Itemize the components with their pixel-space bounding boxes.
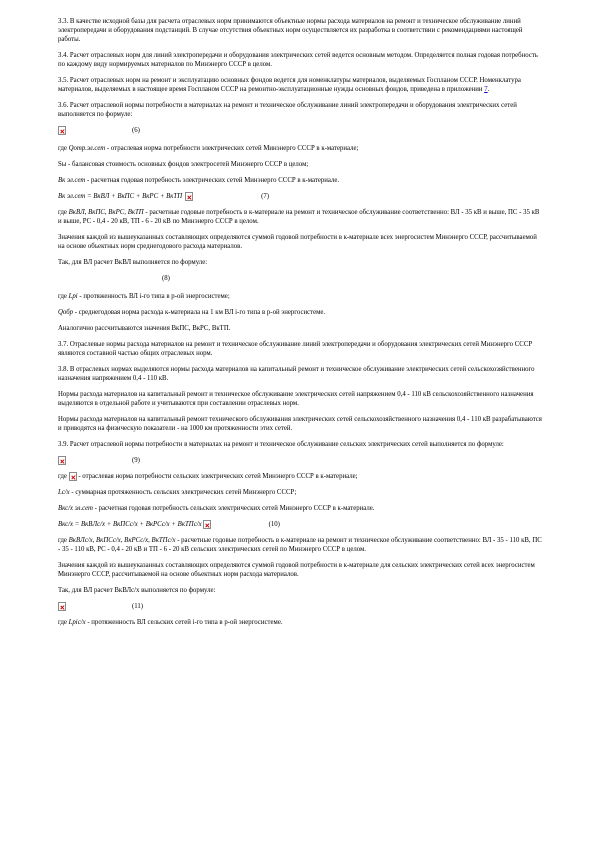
paragraph-3-5-text: 3.5. Расчет отраслевых норм на ремонт и эксплуатацию основных фондов ведется для номенклатуры материалов, выделяемых Госпланом СССР. Номенклатура материалов, выделяемых в настоящее время Госпланом СССР на ремонтно-эксплуатационные нужды основных фондов, приведена в приложении <box>58 77 521 93</box>
term-bkvl: ВкВЛ, ВкПС, ВкРС, ВкТП <box>68 209 144 216</box>
definition-sb-text: - балансовая стоимость основных фондов электросетей Минэнерго СССР в целом; <box>66 161 309 168</box>
paragraph-3-9: 3.9. Расчет отраслевой нормы потребности в материалах на ремонт и техническое обслуживание сельских электрических сетей выполняется по формуле: <box>58 441 504 448</box>
definition-bk <box>58 176 543 185</box>
definition-bkvl <box>58 208 543 226</box>
paragraph-values: Значения каждой из вышеуказанных составляющих определяются суммой годовой потребности в к-материале всех энергосистем Минэнерго СССР, рассчитываемой на основе объектных норм среднегодового расхода материалов. <box>58 234 537 250</box>
formula-6-number: (6) <box>132 127 140 134</box>
term-bk: Вк эл.сет <box>58 177 86 184</box>
paragraph-3-8: 3.8. В отраслевых нормах выделяются нормы расхода материалов на капитальный ремонт и техническое обслуживание электрических сетей сельскохозяйственного назначения напряжением 0,4 - 110 кВ. <box>58 366 535 382</box>
definition-prefix: где <box>58 293 69 300</box>
formula-11 <box>58 600 543 613</box>
definition-qotr: где Qотр.эл.сет - отраслевая норма потребности электрических сетей Минэнерго СССР в к-материале; <box>58 145 359 152</box>
definition-lpi-sx <box>58 618 543 627</box>
paragraph-3-5-tail: . <box>487 86 490 93</box>
term-lpi-sx: Lpiс/х <box>68 619 86 627</box>
definition-prefix: где <box>58 209 69 216</box>
formula-10 <box>58 518 543 531</box>
formula-7-expression: Вк эл.сет = ВкВЛ + ВкПС + ВкРС + ВкТП <box>58 193 183 200</box>
broken-image-icon <box>69 472 77 481</box>
paragraph-3-7: 3.7. Отраслевые нормы расхода материалов на ремонт и техническое обслуживание линий электропередачи и оборудования электрических сетей Минэнерго СССР являются составной частью общих отраслевых норм. <box>58 341 533 357</box>
definition-sb <box>58 160 543 169</box>
formula-10-expression: Вкс/х = ВкВЛс/х + ВкПСс/х + ВкРСс/х + ВкТПс/х <box>58 521 202 529</box>
definition-lpi <box>58 292 543 301</box>
paragraph-values-2: Значения каждой из вышеуказанных составляющих определяются суммой годовой потребности в к-материале для сельских электрических сетей всех энергосистем Минэнерго СССР, рассчитываемой на основе объектных норм расхода материалов. <box>58 562 535 579</box>
paragraph-vl-formula-2: Так, для ВЛ расчет ВкВЛс/х выполняется по формуле: <box>58 587 216 595</box>
definition-lpi-sx-text: - протяженность ВЛ сельских сетей i-го типа в р-ой энергосистеме. <box>85 619 283 627</box>
paragraph-3-4: 3.4. Расчет отраслевых норм для линий электропередачи и оборудования электрических сетей ведется основным методом. Определяется полная годовая потребность по каждому виду нормируемых материалов по Минэнерго СССР в целом. <box>58 52 538 68</box>
broken-image-icon <box>58 602 66 611</box>
paragraph-norms-2: Нормы расхода материалов на капитальный ремонт технического обслуживания электрических сетей сельскохозяйственного назначения 0,4 - 110 кВ разрабатываются и приводятся на физическую показатели - на 1000 км протяженности этих сетей. <box>58 416 542 432</box>
paragraph-analog: Аналогично рассчитываются значения ВкПС, ВкРС, ВкТП. <box>58 325 231 332</box>
paragraph-3-5 <box>58 76 543 94</box>
definition-bkvl-sx-text: - расчетные годовые потребность в к-материале на ремонт и техническое обслуживание соответственно: ВЛ - 35 - 110 кВ, ПС - 35 - 110 кВ, РС - 0,4 - 20 кВ и ТП - 6 - 20 кВ сельских электрических сетей по Минэнерго СССР в целом. <box>58 537 542 554</box>
broken-image-icon <box>185 192 193 201</box>
definition-lpi-text: - протяженность ВЛ i-го типа в р-ой энергосистеме; <box>77 293 230 300</box>
definition-bc-text: - расчетная годовая потребность сельских электрических сетей Минэнерго СССР в к-материале. <box>92 505 375 513</box>
formula-8 <box>58 272 543 285</box>
formula-9-number: (9) <box>132 457 140 464</box>
term-lc: Lc/x <box>58 489 70 497</box>
broken-image-icon <box>203 520 211 529</box>
broken-image-icon <box>58 126 66 135</box>
formula-7-number: (7) <box>261 193 270 200</box>
formula-9 <box>58 454 543 467</box>
formula-11-number: (11) <box>132 603 144 611</box>
term-bkvl-sx: ВкВЛс/х, ВкПСс/х, ВкРСс/х, ВкТПс/х <box>68 537 176 545</box>
formula-6 <box>58 124 543 137</box>
paragraph-vl-formula: Так, для ВЛ расчет ВкВЛ выполняется по формуле: <box>58 259 208 266</box>
paragraph-norms-1: Нормы расхода материалов на капитальный ремонт и техническое обслуживание электрических сетей напряжением 0,4 - 110 кВ сельскохозяйственного назначения выделяются в отдельной работе и учитываются при составлении отраслевых норм. <box>58 391 534 407</box>
definition-lc-text: - суммарная протяженность сельских электрических сетей Минэнерго СССР; <box>69 489 297 497</box>
term-qobr: Qобр <box>58 309 74 316</box>
definition-lc <box>58 488 543 497</box>
term-bc: Вкс/х эл.сет <box>58 505 93 513</box>
broken-image-icon <box>58 456 66 465</box>
paragraph-3-6: 3.6. Расчет отраслевой нормы потребности в материалах на ремонт и техническое обслуживание линий электропередачи и оборудования электрических сетей выполняется по формуле: <box>58 102 517 118</box>
definition-bkvl-sx <box>58 536 543 554</box>
paragraph-3-3: 3.3. В качестве исходной базы для расчета отраслевых норм принимаются объектные нормы расхода материалов на ремонт и техническое обслуживание линий электропередачи и оборудования подстанций. В случае отсутствия объектных норм осуществляется их разработка в соответствии с рекомендациями настоящей работы. <box>58 18 523 43</box>
appendix-link[interactable]: 7 <box>484 86 488 93</box>
term-lpi: Lpi <box>68 293 78 300</box>
definition-bk-text: - расчетная годовая потребность электрических сетей Минэнерго СССР в к-материале. <box>85 177 340 184</box>
definition-qotr-text: - отраслевая норма потребности электрических сетей Минэнерго СССР в к-материале; <box>105 145 359 152</box>
definition-bc <box>58 504 543 513</box>
formula-7 <box>58 190 543 203</box>
definition-qotr-sx <box>58 472 543 481</box>
formula-10-number: (10) <box>268 521 280 529</box>
definition-qotr-sx-text: - отраслевая норма потребности сельских электрических сетей Минэнерго СССР в к-материале; <box>76 473 358 481</box>
definition-qobr <box>58 308 543 317</box>
definition-prefix: где <box>58 619 69 627</box>
definition-prefix: где <box>58 473 67 481</box>
formula-8-number: (8) <box>162 275 170 282</box>
definition-prefix: где <box>58 537 69 545</box>
definition-bkvl-text: - расчетные годовые потребность в к-материале на ремонт и техническое обслуживание соответственно: ВЛ - 35 кВ и выше, ПС - 35 кВ и выше, РС - 0,4 - 20 кВ, ТП - 6 - 20 кВ по Минэнерго СССР в целом. <box>58 209 540 225</box>
definition-qobr-text: - среднегодовая норма расхода к-материала на 1 км ВЛ i-го типа в р-ой энергосистеме. <box>73 309 326 316</box>
term-qotr: Qотр.эл.сет <box>68 145 106 152</box>
term-sb: Sы <box>58 161 67 168</box>
